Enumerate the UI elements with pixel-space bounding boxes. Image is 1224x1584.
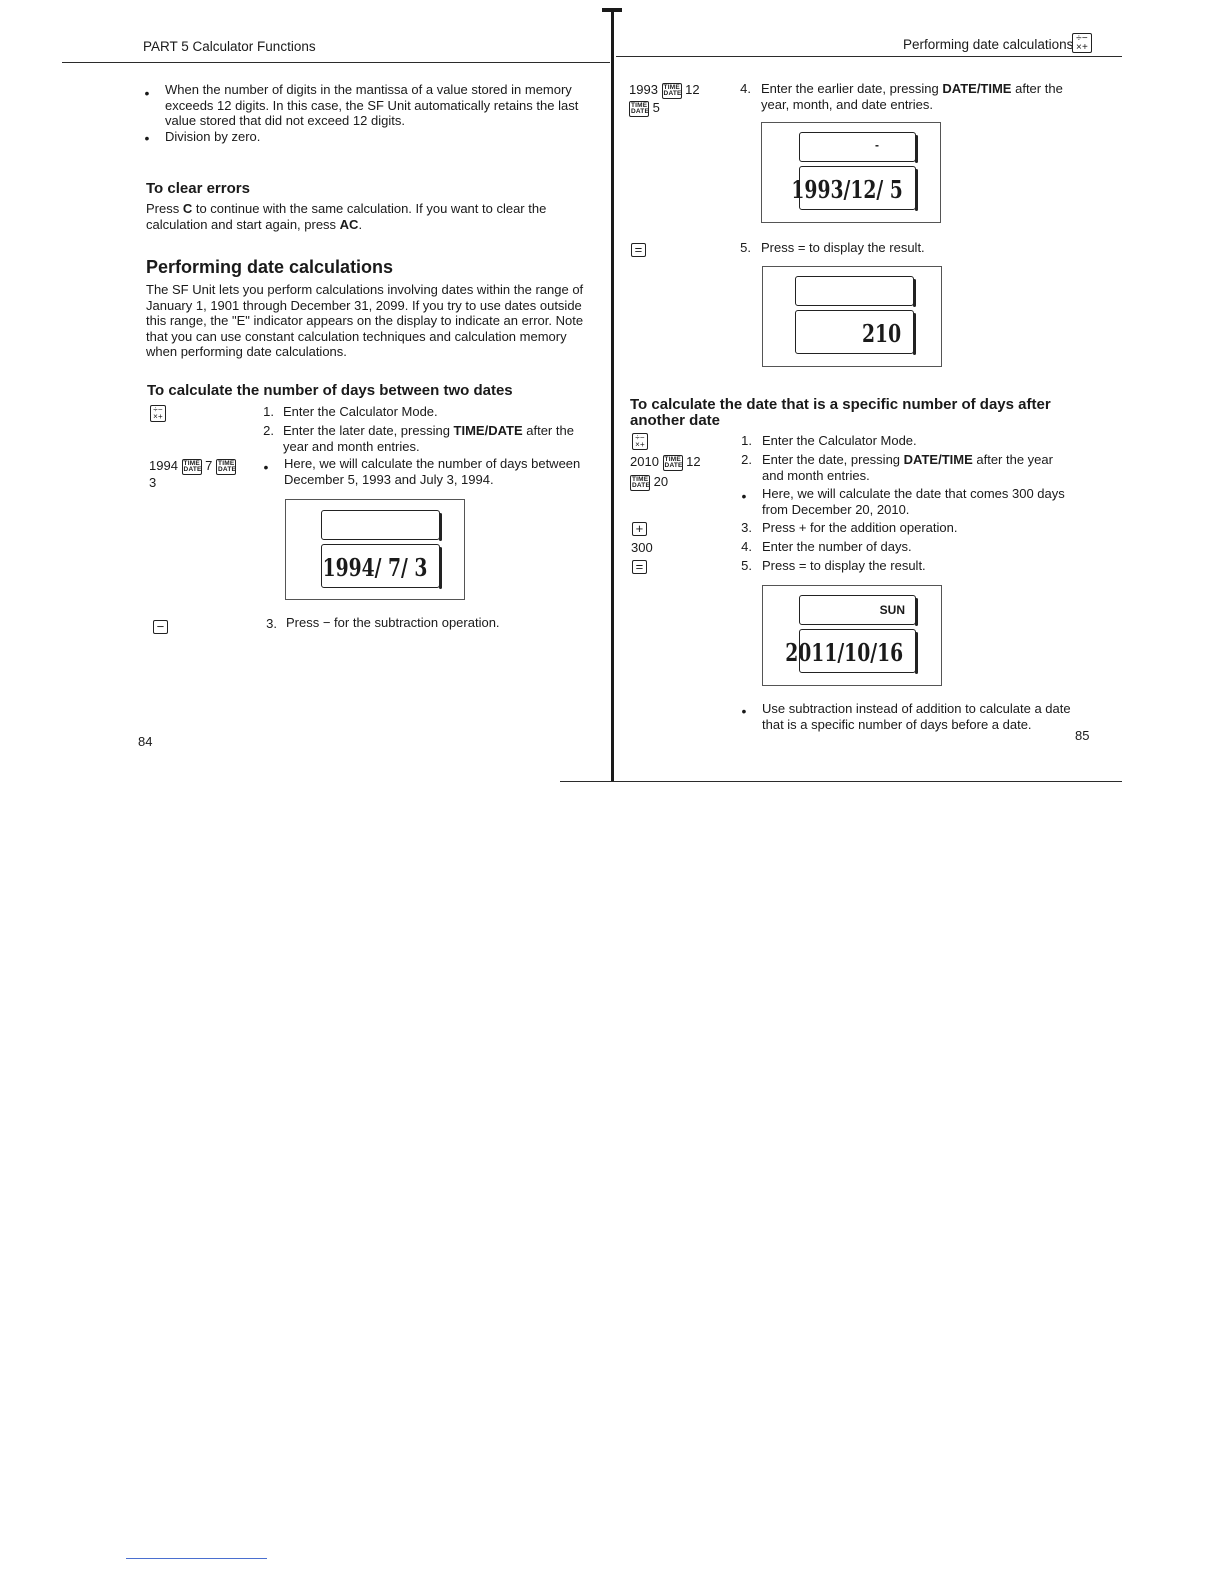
lcd-readout: 1994/ 7/ 3	[322, 553, 427, 582]
example-300-days-bullet: Here, we will calculate the date that comes 300 days from December 20, 2010.	[762, 486, 1065, 517]
calculator-mode-key-icon: ÷− ×+	[150, 405, 166, 422]
step-number: 2.	[741, 452, 752, 467]
equals-key-icon: =	[632, 560, 647, 574]
lcd-display-1993	[761, 122, 941, 223]
book-spine	[611, 10, 614, 782]
left-header-rule	[62, 62, 610, 63]
after-step5-text: Press = to display the result.	[762, 558, 926, 573]
example-days-between-bullet: Here, we will calculate the number of days between December 5, 1993 and July 3, 1994.	[284, 456, 581, 487]
after-step3-text: Press + for the addition operation.	[762, 520, 958, 535]
key-sequence-earlier-date: 1993 TIME DATE 12 TIME DATE 5	[629, 82, 700, 116]
subtraction-tip-bullet: Use subtraction instead of addition to calculate a date that is a specific number of days before a date.	[762, 701, 1071, 732]
book-spine-top	[602, 8, 622, 12]
minus-key-icon: −	[153, 620, 168, 634]
date-calc-heading: Performing date calculations	[146, 257, 394, 277]
step-number: 4.	[741, 539, 752, 554]
date-after-heading: To calculate the date that is a specific number of days after another date	[630, 396, 1051, 429]
bottom-link-underline	[126, 1558, 267, 1559]
time-date-key-icon: TIME DATE	[631, 101, 650, 116]
clear-errors-heading: To clear errors	[146, 180, 250, 197]
page-number-left: 84	[138, 734, 153, 749]
ac-key-label: AC	[339, 216, 359, 232]
after-step4-text: Enter the number of days.	[762, 539, 912, 554]
memory-digits-bullet: When the number of digits in the mantissa of a value stored in memory exceeds 12 digits. In this case, the SF Unit automatically retains the last value stored that did not exceed 12 digits.	[165, 82, 579, 128]
time-date-key-icon: TIME DATE	[663, 83, 682, 98]
clear-errors-text: Press C to continue with the same calculation. If you want to clear the calculation and start again, press AC.	[146, 201, 547, 232]
step-number: 5.	[740, 240, 751, 255]
lcd-readout: 1993/12/ 5	[791, 175, 903, 204]
key-sequence-later-date: 1994 TIME DATE 7 TIME DATE 3	[149, 458, 237, 490]
plus-key-icon: +	[632, 522, 647, 536]
step-number: 3.	[741, 520, 752, 535]
lcd-readout: 2011/10/16	[785, 638, 903, 667]
bottom-rule	[560, 781, 1122, 782]
calculator-mode-key-icon: ÷− ×+	[1072, 33, 1092, 53]
time-date-key-icon: TIME DATE	[218, 459, 237, 474]
bullet-dot: •	[741, 703, 747, 719]
step-number: 2.	[263, 423, 274, 438]
time-date-key-icon: TIME DATE	[632, 475, 651, 490]
step3-text: Press − for the subtraction operation.	[286, 615, 500, 630]
lcd-readout: 210	[861, 319, 901, 348]
page-number-right: 85	[1075, 728, 1090, 743]
right-header-rule	[616, 56, 1122, 57]
time-date-key-icon: TIME DATE	[183, 459, 202, 474]
lcd-display-1994	[285, 499, 465, 600]
bullet-dot: •	[144, 130, 150, 146]
bullet-dot: •	[144, 85, 150, 101]
right-page-header: Performing date calculations	[903, 37, 1074, 52]
step5-text: Press = to display the result.	[761, 240, 925, 255]
step-number: 3.	[266, 616, 277, 631]
step-number: 4.	[740, 81, 751, 96]
lcd-indicator: -	[875, 138, 879, 152]
key-sequence-start-date: 2010 TIME DATE 12 TIME DATE 20	[630, 454, 701, 490]
step-number: 1.	[741, 433, 752, 448]
days-between-heading: To calculate the number of days between two dates	[147, 382, 513, 399]
bullet-dot: •	[741, 488, 747, 504]
lcd-weekday-indicator: SUN	[879, 603, 905, 617]
division-by-zero-bullet: Division by zero.	[165, 129, 261, 144]
step2-text: Enter the later date, pressing TIME/DATE after the year and month entries.	[283, 423, 574, 454]
lcd-display-2011	[762, 585, 942, 686]
step-number: 1.	[263, 404, 274, 419]
step4-text: Enter the earlier date, pressing DATE/TIME after the year, month, and date entries.	[761, 81, 1063, 112]
time-date-key-icon: TIME DATE	[664, 455, 683, 470]
calculator-mode-key-icon: ÷− ×+	[632, 433, 648, 450]
equals-key-icon: =	[631, 243, 646, 257]
c-key-label: C	[182, 201, 193, 216]
bullet-dot: •	[263, 459, 269, 475]
days-entry-300: 300	[631, 540, 653, 555]
step-number: 5.	[741, 558, 752, 573]
after-step2-text: Enter the date, pressing DATE/TIME after the year and month entries.	[762, 452, 1053, 483]
lcd-display-210	[762, 266, 942, 367]
left-page-header: PART 5 Calculator Functions	[143, 39, 316, 54]
step1-text: Enter the Calculator Mode.	[283, 404, 438, 419]
date-calc-body: The SF Unit lets you perform calculations involving dates within the range of January 1, 1901 through December 31, 2099. If you try to use dates outside this range, the "E" indicator appears on the display to indicate an error. Note that you can use constant calculation techniques and calculation memory when performing date calculations.	[146, 282, 584, 359]
after-step1-text: Enter the Calculator Mode.	[762, 433, 917, 448]
